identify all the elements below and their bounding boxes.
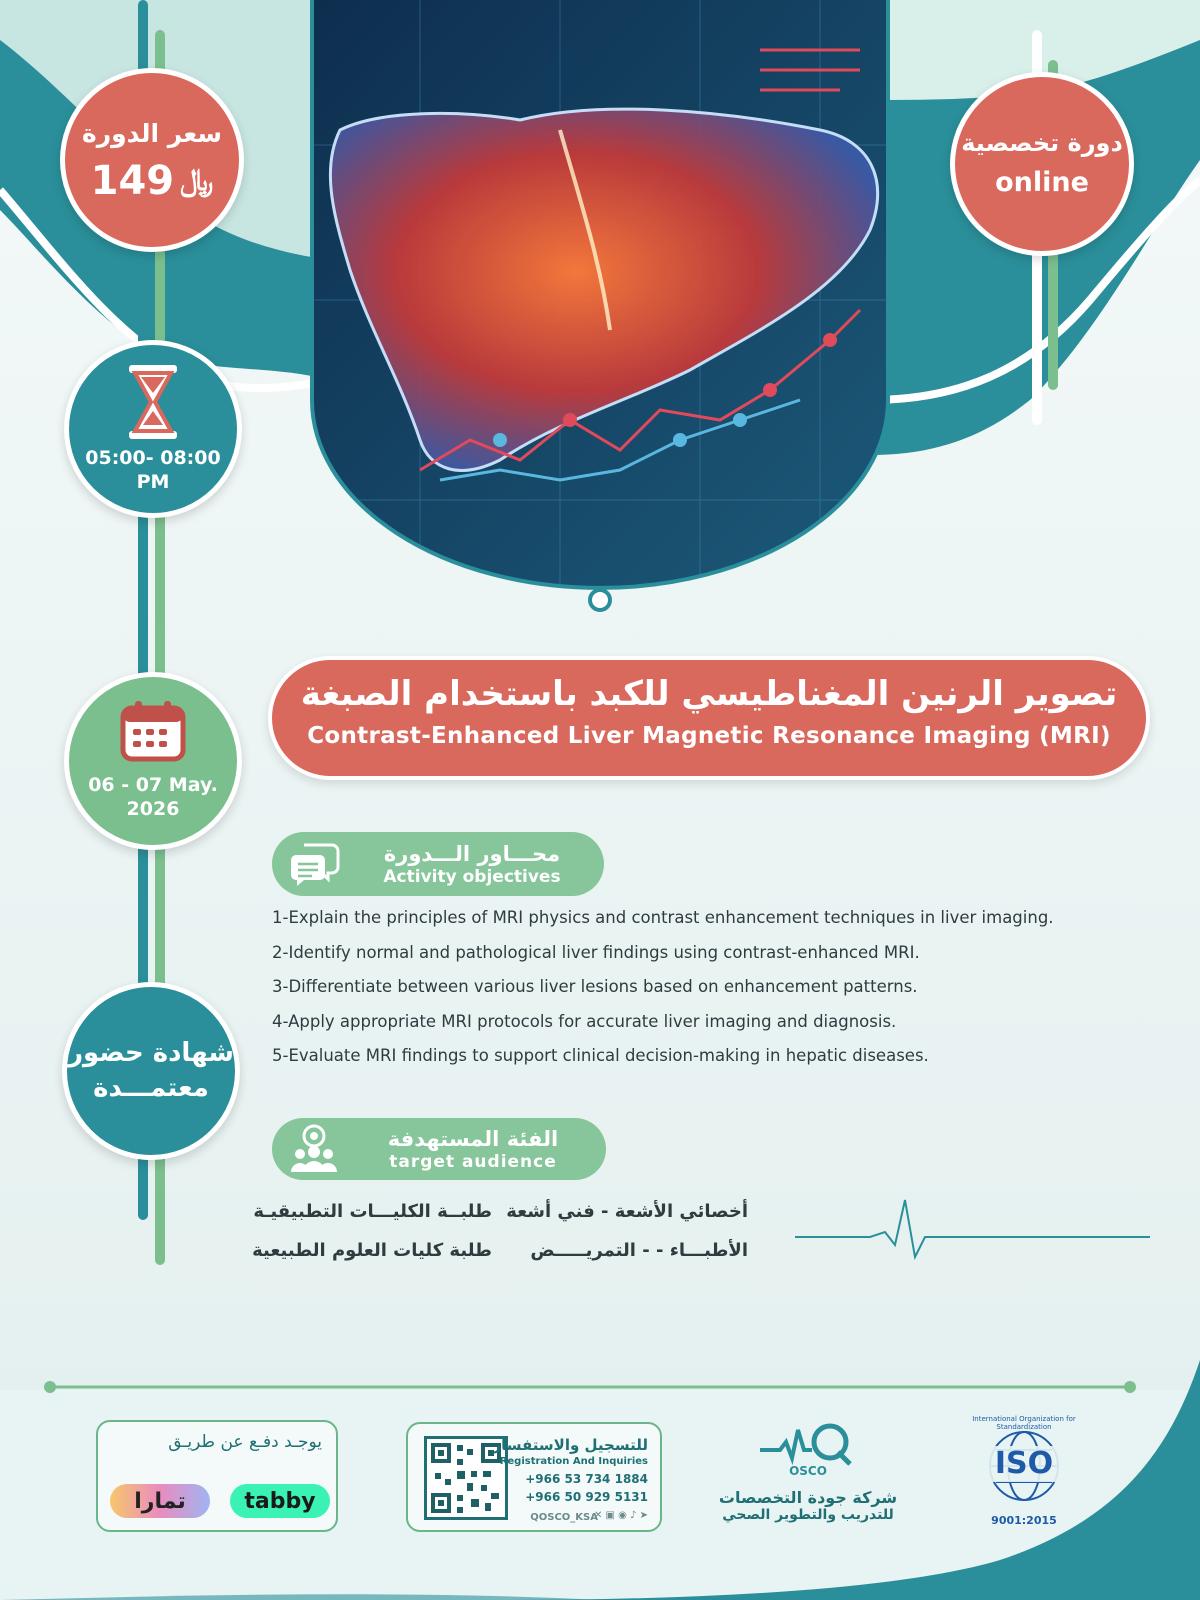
riyal-icon: ﷼: [180, 163, 214, 199]
objectives-heading-arabic: محـــاور الـــدورة: [383, 841, 561, 866]
tamara-logo: تمارا: [110, 1484, 210, 1518]
date-badge: [64, 672, 242, 850]
registration-box: [406, 1422, 662, 1532]
price-label: سعر الدورة: [81, 119, 223, 149]
date-year: 2026: [126, 798, 180, 820]
audience-item: طلبة كليات العلوم الطبيعية: [252, 1240, 492, 1261]
course-type-mode: online: [995, 166, 1089, 198]
course-title-arabic: تصوير الرنين المغناطيسي للكبد باستخدام الصبغة: [300, 674, 1118, 714]
audience-heading-english: target audience: [389, 1151, 557, 1172]
objectives-list: [272, 908, 1072, 1081]
social-handle[interactable]: QOSCO_KSA: [530, 1512, 598, 1523]
registration-label-arabic: للتسجيل والاستفسار: [492, 1436, 648, 1454]
objectives-heading: [272, 832, 604, 896]
objective-item: 5-Evaluate MRI findings to support clinical decision-making in hepatic diseases.: [272, 1046, 929, 1066]
objectives-heading-english: Activity objectives: [383, 866, 561, 887]
time-badge: [64, 340, 242, 518]
iso-code: 9001:2015: [991, 1514, 1057, 1527]
price-value: 149: [90, 157, 175, 204]
target-audience-icon: [288, 1124, 340, 1174]
company-block: [708, 1420, 908, 1540]
course-title-english: Contrast-Enhanced Liver Magnetic Resonance Imaging (MRI): [307, 722, 1111, 749]
calendar-icon: [120, 700, 186, 762]
audience-item: الأطبـــاء - - التمريـــــض: [530, 1240, 748, 1261]
course-type-badge: [950, 72, 1134, 256]
certificate-line2: معتمـــدة: [93, 1073, 209, 1103]
objective-item: 2-Identify normal and pathological liver findings using contrast-enhanced MRI.: [272, 942, 920, 962]
iso-seal: [962, 1414, 1086, 1534]
certificate-badge: [62, 982, 240, 1160]
payment-box: [96, 1420, 338, 1532]
iso-ring-text: International Organization for Standardization: [972, 1415, 1076, 1431]
registration-label-english: Registration And Inquiries: [499, 1456, 648, 1467]
tabby-logo: tabby: [230, 1484, 330, 1518]
audience-item: طلبــة الكليـــات التطبيقيـة: [253, 1201, 492, 1222]
objective-item: 3-Differentiate between various liver lesions based on enhancement patterns.: [272, 977, 918, 997]
company-logo-icon: [758, 1420, 858, 1468]
objective-item: 4-Apply appropriate MRI protocols for accurate liver imaging and diagnosis.: [272, 1011, 897, 1031]
certificate-line1: شهادة حضور: [68, 1037, 234, 1068]
chat-bubbles-icon: [290, 841, 340, 887]
phone-number-1[interactable]: +966 53 734 1884: [525, 1472, 648, 1486]
company-name-line2: للتدريب والتطوير الصحي: [722, 1507, 894, 1523]
payment-label: يوجـد دفـع عن طريـق: [168, 1432, 322, 1452]
social-icons: ✕ ▣ ◉ ♪ ➤: [593, 1510, 648, 1521]
audience-heading: [272, 1118, 606, 1180]
company-name-line1: شركة جودة التخصصات: [718, 1488, 898, 1507]
time-range: 05:00- 08:00: [85, 447, 221, 470]
date-range: 06 - 07 May.: [88, 774, 218, 797]
time-suffix: PM: [136, 471, 170, 493]
objective-item: 1-Explain the principles of MRI physics and contrast enhancement techniques in liver imaging.: [272, 908, 1054, 927]
price-badge: [60, 68, 244, 252]
course-type-label: دورة تخصصية: [961, 128, 1123, 157]
audience-item: أخصائي الأشعة - فني أشعة: [506, 1201, 748, 1222]
company-logo-text: OSCO: [789, 1464, 827, 1478]
iso-text: ISO: [962, 1446, 1086, 1482]
course-title-banner: [268, 656, 1150, 780]
phone-number-2[interactable]: +966 50 929 5131: [525, 1490, 648, 1504]
audience-heading-arabic: الفئة المستهدفة: [387, 1126, 559, 1151]
hourglass-icon: [125, 363, 181, 441]
